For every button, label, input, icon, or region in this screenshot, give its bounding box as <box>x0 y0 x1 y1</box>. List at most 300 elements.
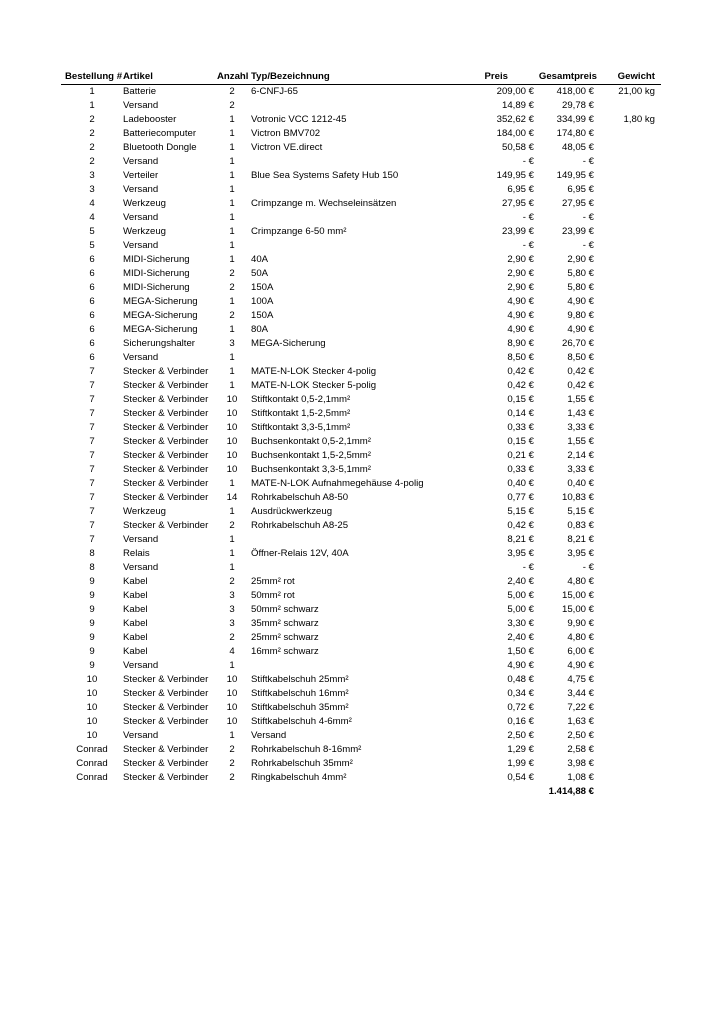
table-row <box>61 267 661 281</box>
header-order: Bestellung # <box>65 71 123 82</box>
qty-cell: 1 <box>229 198 235 209</box>
price-cell: 27,95 € <box>501 198 534 209</box>
table-row <box>61 505 661 519</box>
article-cell: Stecker & Verbinder <box>123 436 209 447</box>
qty-cell: 10 <box>226 394 238 405</box>
table-row <box>61 729 661 743</box>
order-cell: 7 <box>89 492 95 503</box>
table-row <box>61 421 661 435</box>
header-qty: Anzahl <box>217 71 249 82</box>
table-row <box>61 309 661 323</box>
total-cell: 8,50 € <box>567 352 594 363</box>
qty-cell: 1 <box>229 170 235 181</box>
sum-total: 1.414,88 € <box>548 786 594 797</box>
qty-cell: 10 <box>226 450 238 461</box>
total-cell: 5,80 € <box>567 282 594 293</box>
total-cell: 418,00 € <box>556 86 594 97</box>
order-cell: Conrad <box>76 758 108 769</box>
article-cell: Stecker & Verbinder <box>123 478 209 489</box>
qty-cell: 3 <box>229 604 235 615</box>
order-cell: 7 <box>89 380 95 391</box>
article-cell: Stecker & Verbinder <box>123 702 209 713</box>
price-cell: 14,89 € <box>501 100 534 111</box>
qty-cell: 2 <box>229 86 235 97</box>
article-cell: Stecker & Verbinder <box>123 492 209 503</box>
total-cell: 6,00 € <box>567 646 594 657</box>
order-cell: 2 <box>89 156 95 167</box>
total-cell: 334,99 € <box>556 114 594 125</box>
table-row <box>61 631 661 645</box>
price-cell: 1,29 € <box>507 744 534 755</box>
sum-row <box>61 785 661 799</box>
qty-cell: 1 <box>229 352 235 363</box>
price-cell: 0,77 € <box>507 492 534 503</box>
price-cell: 149,95 € <box>496 170 534 181</box>
table-row <box>61 379 661 393</box>
type-cell: 50mm² rot <box>251 590 295 601</box>
type-cell: 16mm² schwarz <box>251 646 319 657</box>
table-row <box>61 407 661 421</box>
article-cell: Werkzeug <box>123 506 167 517</box>
article-cell: Versand <box>123 100 159 111</box>
table-row <box>61 547 661 561</box>
order-cell: 7 <box>89 450 95 461</box>
order-cell: 6 <box>89 338 95 349</box>
article-cell: Stecker & Verbinder <box>123 366 209 377</box>
table-row <box>61 211 661 225</box>
type-cell: Rohrkabelschuh 35mm² <box>251 758 353 769</box>
article-cell: Kabel <box>123 632 148 643</box>
table-row <box>61 701 661 715</box>
article-cell: Versand <box>123 156 159 167</box>
order-cell: 4 <box>89 198 95 209</box>
total-cell: 0,83 € <box>567 520 594 531</box>
price-cell: 2,40 € <box>507 632 534 643</box>
type-cell: Stiftkabelschuh 35mm² <box>251 702 349 713</box>
total-cell: 3,98 € <box>567 758 594 769</box>
type-cell: Buchsenkontakt 3,3-5,1mm² <box>251 464 371 475</box>
order-cell: 6 <box>89 310 95 321</box>
price-cell: 0,40 € <box>507 478 534 489</box>
qty-cell: 1 <box>229 114 235 125</box>
type-cell: Victron BMV702 <box>251 128 321 139</box>
price-cell: 8,21 € <box>507 534 534 545</box>
type-cell: Rohrkabelschuh A8-25 <box>251 520 349 531</box>
qty-cell: 1 <box>229 534 235 545</box>
article-cell: Stecker & Verbinder <box>123 464 209 475</box>
total-cell: 5,15 € <box>567 506 594 517</box>
article-cell: MIDI-Sicherung <box>123 282 190 293</box>
table-row <box>61 519 661 533</box>
qty-cell: 2 <box>229 282 235 293</box>
type-cell: 150A <box>251 310 274 321</box>
article-cell: MEGA-Sicherung <box>123 296 198 307</box>
price-cell: 2,90 € <box>507 254 534 265</box>
type-cell: MATE-N-LOK Stecker 5-polig <box>251 380 377 391</box>
article-cell: Stecker & Verbinder <box>123 772 209 783</box>
type-cell: 6-CNFJ-65 <box>251 86 298 97</box>
table-row <box>61 491 661 505</box>
order-cell: 2 <box>89 128 95 139</box>
table-row <box>61 127 661 141</box>
order-cell: 6 <box>89 282 95 293</box>
article-cell: Versand <box>123 730 159 741</box>
table-row <box>61 561 661 575</box>
price-cell: 184,00 € <box>496 128 534 139</box>
table-row <box>61 603 661 617</box>
order-cell: 6 <box>89 352 95 363</box>
price-cell: 2,90 € <box>507 282 534 293</box>
table-row <box>61 673 661 687</box>
total-cell: 2,14 € <box>567 450 594 461</box>
header-total: Gesamtpreis <box>538 71 597 82</box>
qty-cell: 1 <box>229 548 235 559</box>
header-type: Typ/Bezeichnung <box>251 71 330 82</box>
type-cell: MATE-N-LOK Aufnahmegehäuse 4-polig <box>251 478 424 489</box>
header-weight: Gewicht <box>617 71 655 82</box>
price-cell: 4,90 € <box>507 296 534 307</box>
table-row <box>61 743 661 757</box>
total-cell: 10,83 € <box>561 492 594 503</box>
table-row <box>61 575 661 589</box>
qty-cell: 3 <box>229 590 235 601</box>
article-cell: Sicherungshalter <box>123 338 195 349</box>
order-cell: 7 <box>89 436 95 447</box>
price-cell: 2,40 € <box>507 576 534 587</box>
total-cell: 15,00 € <box>561 604 594 615</box>
price-cell: 3,95 € <box>507 548 534 559</box>
article-cell: Ladebooster <box>123 114 177 125</box>
total-cell: 27,95 € <box>561 198 594 209</box>
total-cell: 0,42 € <box>567 380 594 391</box>
type-cell: Stiftkontakt 0,5-2,1mm² <box>251 394 351 405</box>
total-cell: 29,78 € <box>561 100 594 111</box>
total-cell: 4,90 € <box>567 660 594 671</box>
table-row <box>61 351 661 365</box>
qty-cell: 1 <box>229 156 235 167</box>
article-cell: Versand <box>123 240 159 251</box>
table-row <box>61 617 661 631</box>
order-cell: Conrad <box>76 744 108 755</box>
qty-cell: 1 <box>229 226 235 237</box>
table-row <box>61 757 661 771</box>
total-cell: 9,80 € <box>567 310 594 321</box>
order-cell: 7 <box>89 478 95 489</box>
article-cell: Relais <box>123 548 150 559</box>
price-cell: 0,15 € <box>507 436 534 447</box>
price-cell: - € <box>522 562 534 573</box>
table-row <box>61 295 661 309</box>
table-body <box>61 85 661 785</box>
table-row <box>61 183 661 197</box>
type-cell: Stiftkabelschuh 25mm² <box>251 674 349 685</box>
qty-cell: 10 <box>226 422 238 433</box>
price-cell: 0,15 € <box>507 394 534 405</box>
qty-cell: 1 <box>229 254 235 265</box>
table-row <box>61 337 661 351</box>
order-cell: 9 <box>89 604 95 615</box>
order-cell: 4 <box>89 212 95 223</box>
total-cell: 4,90 € <box>567 296 594 307</box>
article-cell: MEGA-Sicherung <box>123 324 198 335</box>
table-row <box>61 197 661 211</box>
price-cell: 50,58 € <box>501 142 534 153</box>
header-row <box>61 70 661 85</box>
order-cell: 3 <box>89 170 95 181</box>
total-cell: 2,58 € <box>567 744 594 755</box>
price-cell: 0,42 € <box>507 520 534 531</box>
article-cell: Batterie <box>123 86 157 97</box>
order-cell: 9 <box>89 576 95 587</box>
table-row <box>61 477 661 491</box>
price-cell: 2,50 € <box>507 730 534 741</box>
qty-cell: 2 <box>229 576 235 587</box>
order-cell: 7 <box>89 394 95 405</box>
qty-cell: 1 <box>229 506 235 517</box>
order-cell: 9 <box>89 632 95 643</box>
table-row <box>61 281 661 295</box>
type-cell: 80A <box>251 324 269 335</box>
qty-cell: 2 <box>229 310 235 321</box>
order-cell: 10 <box>86 674 98 685</box>
order-cell: 10 <box>86 716 98 727</box>
order-cell: 7 <box>89 408 95 419</box>
order-cell: 2 <box>89 142 95 153</box>
total-cell: 7,22 € <box>567 702 594 713</box>
qty-cell: 1 <box>229 240 235 251</box>
price-cell: 0,72 € <box>507 702 534 713</box>
type-cell: 25mm² schwarz <box>251 632 319 643</box>
spreadsheet <box>61 70 661 799</box>
article-cell: Stecker & Verbinder <box>123 422 209 433</box>
total-cell: 26,70 € <box>561 338 594 349</box>
article-cell: Versand <box>123 212 159 223</box>
table-row <box>61 687 661 701</box>
total-cell: 8,21 € <box>567 534 594 545</box>
table-row <box>61 113 661 127</box>
price-cell: 0,42 € <box>507 366 534 377</box>
total-cell: 2,90 € <box>567 254 594 265</box>
price-cell: 23,99 € <box>501 226 534 237</box>
order-cell: 9 <box>89 618 95 629</box>
qty-cell: 2 <box>229 100 235 111</box>
price-cell: - € <box>522 156 534 167</box>
price-cell: 4,90 € <box>507 310 534 321</box>
order-cell: 7 <box>89 534 95 545</box>
price-cell: 4,90 € <box>507 660 534 671</box>
article-cell: Werkzeug <box>123 226 167 237</box>
article-cell: Batteriecomputer <box>123 128 197 139</box>
weight-cell: 21,00 kg <box>618 86 655 97</box>
table-row <box>61 449 661 463</box>
qty-cell: 3 <box>229 338 235 349</box>
order-cell: 6 <box>89 324 95 335</box>
article-cell: Stecker & Verbinder <box>123 688 209 699</box>
article-cell: Versand <box>123 184 159 195</box>
type-cell: Ringkabelschuh 4mm² <box>251 772 347 783</box>
type-cell: Stiftkontakt 3,3-5,1mm² <box>251 422 351 433</box>
total-cell: 4,80 € <box>567 632 594 643</box>
type-cell: Stiftkabelschuh 16mm² <box>251 688 349 699</box>
order-cell: 8 <box>89 562 95 573</box>
price-cell: 0,16 € <box>507 716 534 727</box>
qty-cell: 2 <box>229 772 235 783</box>
price-cell: 1,99 € <box>507 758 534 769</box>
price-cell: 6,95 € <box>507 184 534 195</box>
total-cell: - € <box>582 212 594 223</box>
qty-cell: 2 <box>229 744 235 755</box>
article-cell: Stecker & Verbinder <box>123 674 209 685</box>
total-cell: 2,50 € <box>567 730 594 741</box>
qty-cell: 1 <box>229 562 235 573</box>
article-cell: Kabel <box>123 646 148 657</box>
order-cell: 7 <box>89 422 95 433</box>
order-cell: 2 <box>89 114 95 125</box>
table-row <box>61 323 661 337</box>
total-cell: 23,99 € <box>561 226 594 237</box>
article-cell: Stecker & Verbinder <box>123 520 209 531</box>
price-cell: 0,48 € <box>507 674 534 685</box>
price-cell: 2,90 € <box>507 268 534 279</box>
weight-cell: 1,80 kg <box>623 114 655 125</box>
order-cell: 9 <box>89 646 95 657</box>
price-cell: 0,21 € <box>507 450 534 461</box>
qty-cell: 10 <box>226 464 238 475</box>
header-article: Artikel <box>123 71 153 82</box>
price-cell: 8,90 € <box>507 338 534 349</box>
qty-cell: 1 <box>229 660 235 671</box>
price-cell: 0,54 € <box>507 772 534 783</box>
order-cell: 9 <box>89 590 95 601</box>
total-cell: 1,55 € <box>567 394 594 405</box>
qty-cell: 10 <box>226 702 238 713</box>
qty-cell: 2 <box>229 268 235 279</box>
type-cell: Stiftkontakt 1,5-2,5mm² <box>251 408 351 419</box>
table-row <box>61 393 661 407</box>
total-cell: - € <box>582 156 594 167</box>
article-cell: Stecker & Verbinder <box>123 380 209 391</box>
order-cell: 3 <box>89 184 95 195</box>
type-cell: MEGA-Sicherung <box>251 338 326 349</box>
order-cell: 7 <box>89 520 95 531</box>
total-cell: 3,33 € <box>567 422 594 433</box>
type-cell: 50A <box>251 268 269 279</box>
table-row <box>61 99 661 113</box>
article-cell: Stecker & Verbinder <box>123 716 209 727</box>
total-cell: 1,43 € <box>567 408 594 419</box>
type-cell: Votronic VCC 1212-45 <box>251 114 347 125</box>
price-cell: 8,50 € <box>507 352 534 363</box>
table-row <box>61 225 661 239</box>
table-row <box>61 169 661 183</box>
article-cell: MEGA-Sicherung <box>123 310 198 321</box>
total-cell: 0,40 € <box>567 478 594 489</box>
article-cell: MIDI-Sicherung <box>123 268 190 279</box>
total-cell: 4,80 € <box>567 576 594 587</box>
qty-cell: 1 <box>229 142 235 153</box>
table-row <box>61 141 661 155</box>
total-cell: - € <box>582 562 594 573</box>
table-row <box>61 85 661 99</box>
article-cell: Stecker & Verbinder <box>123 450 209 461</box>
qty-cell: 10 <box>226 408 238 419</box>
order-cell: 7 <box>89 366 95 377</box>
table-row <box>61 645 661 659</box>
type-cell: MATE-N-LOK Stecker 4-polig <box>251 366 377 377</box>
price-cell: 352,62 € <box>496 114 534 125</box>
article-cell: Werkzeug <box>123 198 167 209</box>
type-cell: Rohrkabelschuh 8-16mm² <box>251 744 362 755</box>
qty-cell: 1 <box>229 184 235 195</box>
qty-cell: 10 <box>226 716 238 727</box>
qty-cell: 1 <box>229 324 235 335</box>
article-cell: Kabel <box>123 604 148 615</box>
table-row <box>61 533 661 547</box>
article-cell: Versand <box>123 660 159 671</box>
price-cell: 5,00 € <box>507 604 534 615</box>
type-cell: Stiftkabelschuh 4-6mm² <box>251 716 352 727</box>
price-cell: - € <box>522 212 534 223</box>
total-cell: 48,05 € <box>561 142 594 153</box>
qty-cell: 14 <box>226 492 238 503</box>
article-cell: Stecker & Verbinder <box>123 394 209 405</box>
table-row <box>61 253 661 267</box>
total-cell: 3,44 € <box>567 688 594 699</box>
article-cell: Versand <box>123 562 159 573</box>
total-cell: 4,90 € <box>567 324 594 335</box>
total-cell: 15,00 € <box>561 590 594 601</box>
order-cell: 1 <box>89 100 95 111</box>
qty-cell: 10 <box>226 436 238 447</box>
type-cell: Crimpzange m. Wechseleinsätzen <box>251 198 397 209</box>
price-cell: 4,90 € <box>507 324 534 335</box>
table-row <box>61 463 661 477</box>
price-cell: 0,33 € <box>507 422 534 433</box>
order-cell: 10 <box>86 688 98 699</box>
order-cell: 7 <box>89 506 95 517</box>
article-cell: Kabel <box>123 590 148 601</box>
total-cell: 9,90 € <box>567 618 594 629</box>
order-cell: 7 <box>89 464 95 475</box>
order-cell: 10 <box>86 730 98 741</box>
type-cell: 40A <box>251 254 269 265</box>
table-row <box>61 155 661 169</box>
order-cell: Conrad <box>76 772 108 783</box>
order-cell: 9 <box>89 660 95 671</box>
price-cell: 209,00 € <box>496 86 534 97</box>
table-row <box>61 365 661 379</box>
qty-cell: 1 <box>229 212 235 223</box>
order-cell: 1 <box>89 86 95 97</box>
type-cell: 50mm² schwarz <box>251 604 319 615</box>
order-cell: 5 <box>89 226 95 237</box>
qty-cell: 2 <box>229 758 235 769</box>
type-cell: Ausdrückwerkzeug <box>251 506 333 517</box>
price-cell: 0,34 € <box>507 688 534 699</box>
total-cell: 1,63 € <box>567 716 594 727</box>
type-cell: Versand <box>251 730 287 741</box>
type-cell: 35mm² schwarz <box>251 618 319 629</box>
total-cell: 149,95 € <box>556 170 594 181</box>
article-cell: Versand <box>123 352 159 363</box>
qty-cell: 4 <box>229 646 235 657</box>
article-cell: Stecker & Verbinder <box>123 408 209 419</box>
qty-cell: 1 <box>229 128 235 139</box>
article-cell: MIDI-Sicherung <box>123 254 190 265</box>
qty-cell: 1 <box>229 478 235 489</box>
order-cell: 8 <box>89 548 95 559</box>
article-cell: Stecker & Verbinder <box>123 758 209 769</box>
